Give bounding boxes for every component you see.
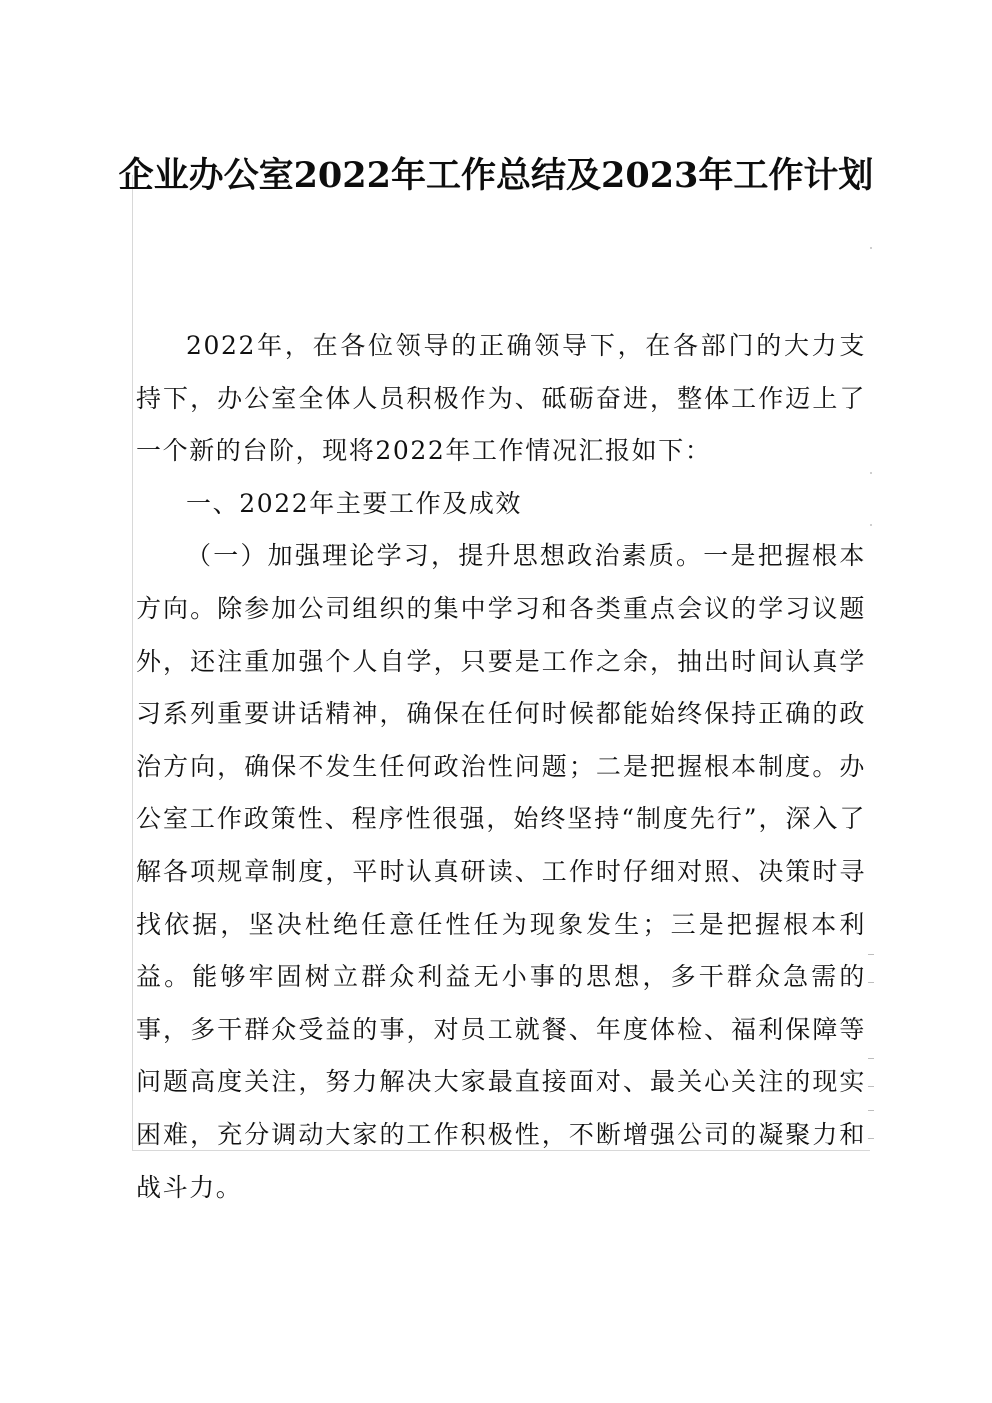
document-title: 企业办公室2022年工作总结及2023年工作计划 <box>118 155 874 196</box>
margin-tick <box>868 1086 874 1087</box>
margin-tick <box>868 982 874 983</box>
margin-tick <box>868 1110 874 1111</box>
intro-paragraph: 2022年，在各位领导的正确领导下，在各部门的大力支持下，办公室全体人员积极作为、砥砺奋进，整体工作迈上了一个新的台阶，现将2022年工作情况汇报如下： <box>136 331 866 466</box>
margin-dot <box>870 247 872 249</box>
document-body <box>136 320 866 1214</box>
section-heading: 一、2022年主要工作及成效 <box>186 488 523 518</box>
margin-marks <box>868 0 888 1403</box>
margin-dot <box>870 524 872 526</box>
page-frame-left-line <box>132 175 133 1150</box>
section-1-1-paragraph: （一）加强理论学习，提升思想政治素质。一是把握根本方向。除参加公司组织的集中学习和各类重点会议的学习议题外，还注重加强个人自学，只要是工作之余，抽出时间认真学习系列重要讲话精神，确保在任何时候都能始终保持正确的政治方向，确保不发生任何政治性问题；二是把握根本制度。办公室工作政策性、程序性很强，始终坚持“制度先行”，深入了解各项规章制度，平时认真研读、工作时仔细对照、决策时寻找依据，坚决杜绝任意任性任为现象发生；三是把握根本利益。能够牢固树立群众利益无小事的思想，多干群众急需的事，多干群众受益的事，对员工就餐、年度体检、福利保障等问题高度关注，努力解决大家最直接面对、最关心关注的现实困难，充分调动大家的工作积极性，不断增强公司的凝聚力和战斗力。 <box>136 541 866 1202</box>
margin-dot <box>870 472 872 474</box>
margin-tick <box>868 1138 874 1139</box>
margin-tick <box>868 954 874 955</box>
margin-tick <box>868 1058 874 1059</box>
